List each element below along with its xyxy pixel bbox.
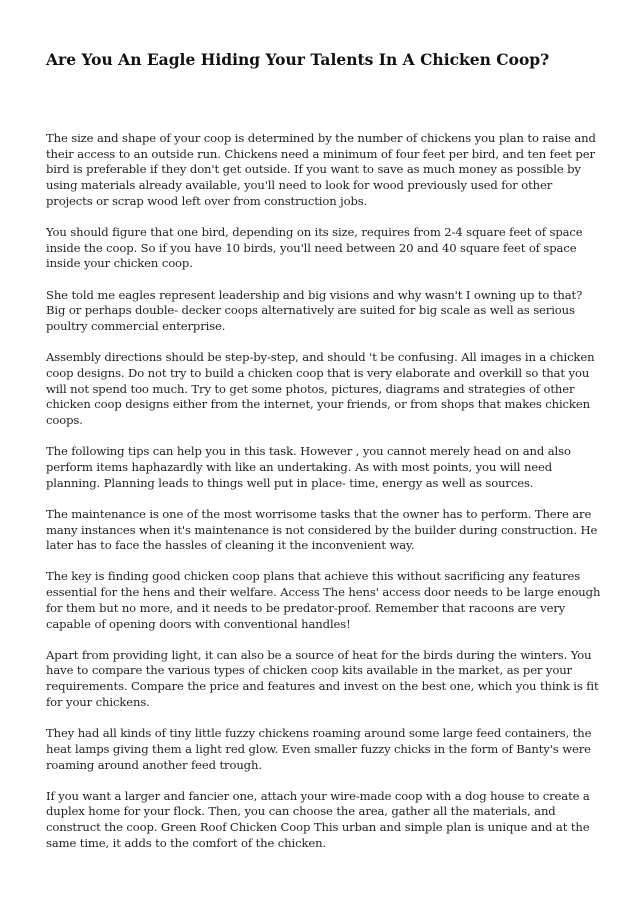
paragraph-10: If you want a larger and fancier one, attach your wire-made coop with a dog house to create a duplex home for your flock. Then, you can choose the area, gather all the materials, and construct the coop. Green Roof Chicken Coop This urban and simple plan is unique and at the same time, it adds to the comfort of the chicken. xyxy=(46,788,590,850)
paragraph-4: Assembly directions should be step-by-step, and should 't be confusing. All images in a chicken coop designs. Do not try to build a chicken coop that is very elaborate and overkill so that you will not spend too much. Try to get some photos, pictures, diagrams and strategies of other chicken coop designs either from the internet, your friends, or from shops that makes chicken coops. xyxy=(46,350,595,428)
paragraph-1: The size and shape of your coop is determined by the number of chickens you plan to raise and their access to an outside run. Chickens need a minimum of four feet per bird, and ten feet per bird is preferable if they don't get outside. If you want to save as much money as possible by using materials already available, you'll need to look for wood previously used for other projects or scrap wood left over from construction jobs. xyxy=(46,131,596,208)
paragraph-8: Apart from providing light, it can also be a source of heat for the birds during the winters. You have to compare the various types of chicken coop kits available in the market, as per your requirements. Compare the price and features and invest on the best one, which you think is fit for your chickens. xyxy=(46,647,599,709)
paragraph-3: She told me eagles represent leadership and big visions and why wasn't I owning up to that? Big or perhaps double- decker coops alternatively are suited for big scale as well as serious poultry commercial enterprise. xyxy=(46,287,583,334)
paragraph-5: The following tips can help you in this task. However , you cannot merely head on and also perform items haphazardly with like an undertaking. As with most points, you will need planning. Planning leads to things well put in place- time, energy as well as sources. xyxy=(46,444,571,490)
paragraph-6: The maintenance is one of the most worrisome tasks that the owner has to perform. There are many instances when it's maintenance is not considered by the builder during construction. He later has to face the hassles of cleaning it the inconvenient way. xyxy=(46,506,598,553)
paragraph-2: You should figure that one bird, depending on its size, requires from 2-4 square feet of space inside the coop. So if you have 10 birds, you'll need between 20 and 40 square feet of space inside your chicken coop. xyxy=(46,225,583,271)
paragraph-9: They had all kinds of tiny little fuzzy chickens roaming around some large feed containers, the heat lamps giving them a light red glow. Even smaller fuzzy chicks in the form of Banty's were roaming around another feed trough. xyxy=(46,726,592,772)
paragraph-7: The key is finding good chicken coop plans that achieve this without sacrificing any features essential for the hens and their welfare. Access The hens' access door needs to be large enough for them but no more, and it needs to be predator-proof. Remember that racoons are very capable of opening doors with conventional handles! xyxy=(46,569,601,631)
document-body xyxy=(46,131,602,867)
document-title: Are You An Eagle Hiding Your Talents In A Chicken Coop? xyxy=(46,50,550,69)
